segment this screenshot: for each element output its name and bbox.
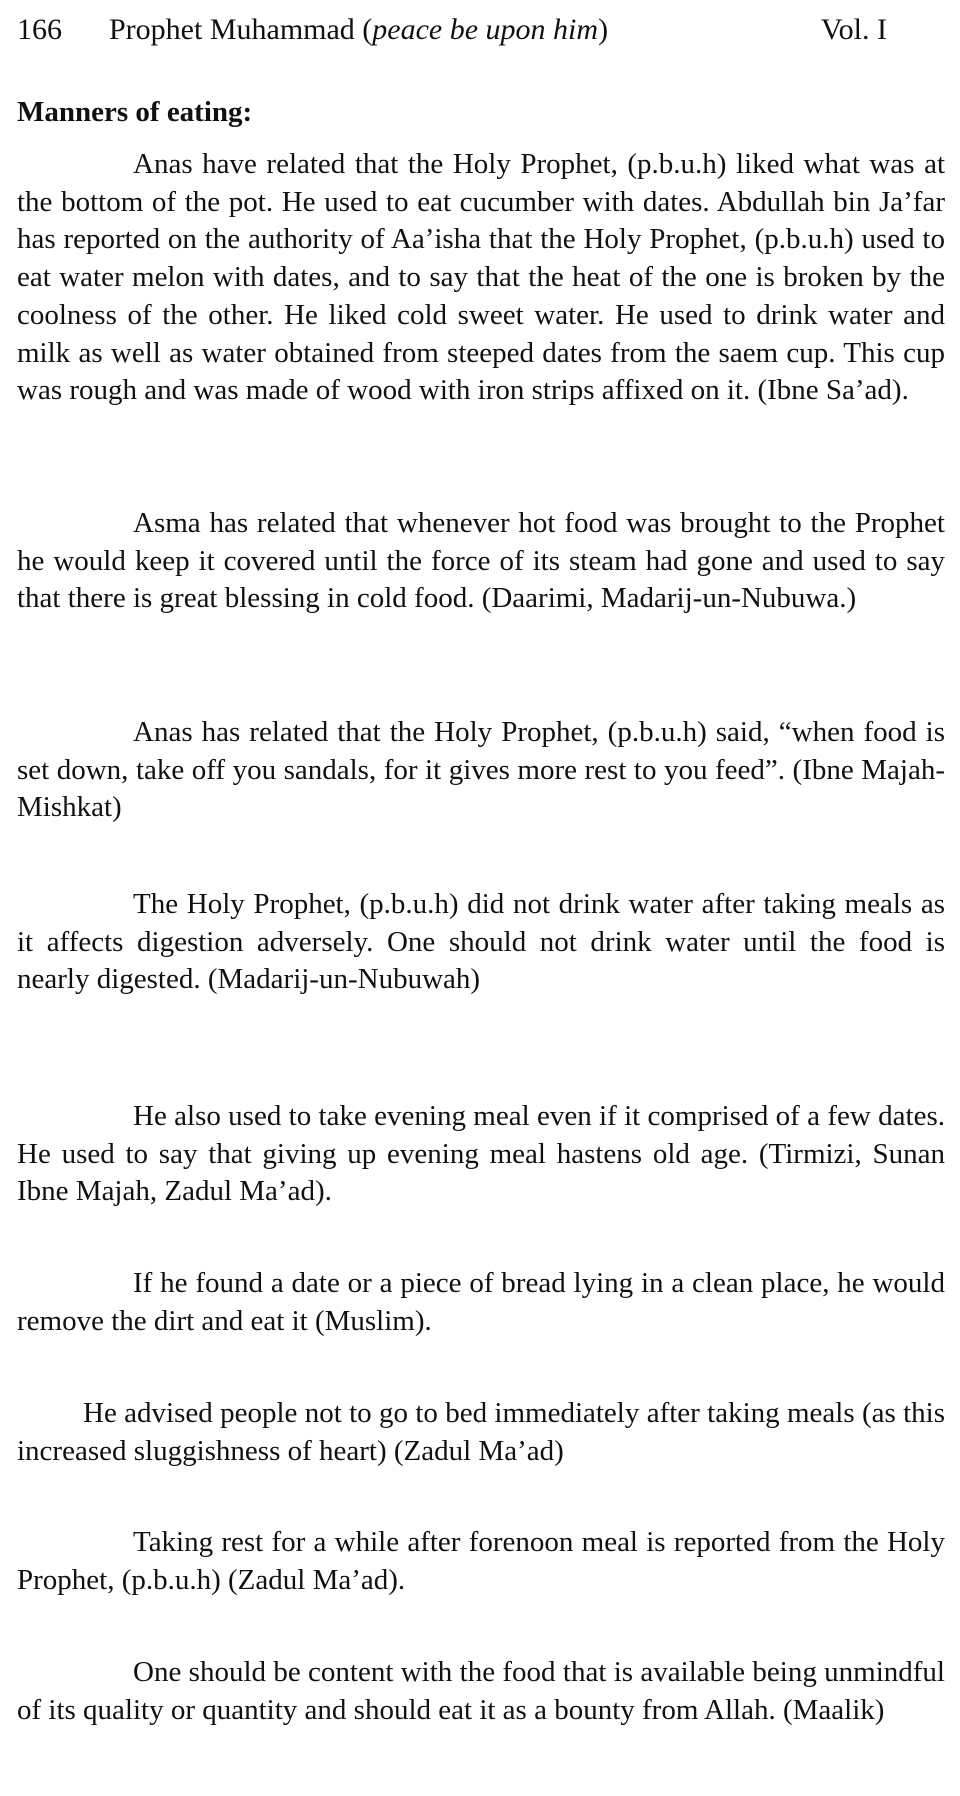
paragraph-2: Asma has related that whenever hot food was brought to the Prophet he would keep it covered until the force of its steam had gone and used to say that there is great blessing in cold food. (Daarimi, Madarij-un-Nubuwa.)	[17, 507, 945, 615]
book-title	[109, 8, 608, 52]
paragraph-3: Anas has related that the Holy Prophet, (p.b.u.h) said, “when food is set down, take off you sandals, for it gives more rest to you feed”. (Ibne Majah-Mishkat)	[17, 716, 945, 824]
paragraph-1: Anas have related that the Holy Prophet, (p.b.u.h) liked what was at the bottom of the pot. He used to eat cucumber with dates. Abdullah bin Ja’far has reported on the authority of Aa’isha that the Holy Prophet, (p.b.u.h) used to eat water melon with dates, and to say that the heat of the one is broken by the coolness of the other. He liked cold sweet water. He used to drink water and milk as well as water obtained from steeped dates from the saem cup. This cup was rough and was made of wood with iron strips affixed on it. (Ibne Sa’ad).	[17, 148, 945, 407]
paragraph-7: He advised people not to go to bed immediately after taking meals (as this increased sluggishness of heart) (Zadul Ma’ad)	[17, 1397, 945, 1467]
paragraph-8: Taking rest for a while after forenoon meal is reported from the Holy Prophet, (p.b.u.h) (Zadul Ma’ad).	[17, 1526, 945, 1596]
book-title-italic: peace be upon him	[372, 13, 599, 46]
book-title-prefix: Prophet Muhammad (	[109, 13, 373, 46]
paragraph-4: The Holy Prophet, (p.b.u.h) did not drink water after taking meals as it affects digestion adversely. One should not drink water until the food is nearly digested. (Madarij-un-Nubuwah)	[17, 888, 945, 996]
volume-label: Vol. I	[820, 13, 887, 46]
paragraph-6: If he found a date or a piece of bread lying in a clean place, he would remove the dirt and eat it (Muslim).	[17, 1267, 945, 1337]
paragraph-5: He also used to take evening meal even if it comprised of a few dates. He used to say that giving up evening meal hastens old age. (Tirmizi, Sunan Ibne Majah, Zadul Ma’ad).	[17, 1100, 945, 1208]
section-title: Manners of eating:	[17, 96, 253, 128]
page-number: 166	[17, 13, 62, 46]
running-head	[17, 8, 887, 52]
book-title-suffix: )	[598, 13, 609, 46]
paragraph-9: One should be content with the food that is available being unmindful of its quality or quantity and should eat it as a bounty from Allah. (Maalik)	[17, 1656, 945, 1726]
